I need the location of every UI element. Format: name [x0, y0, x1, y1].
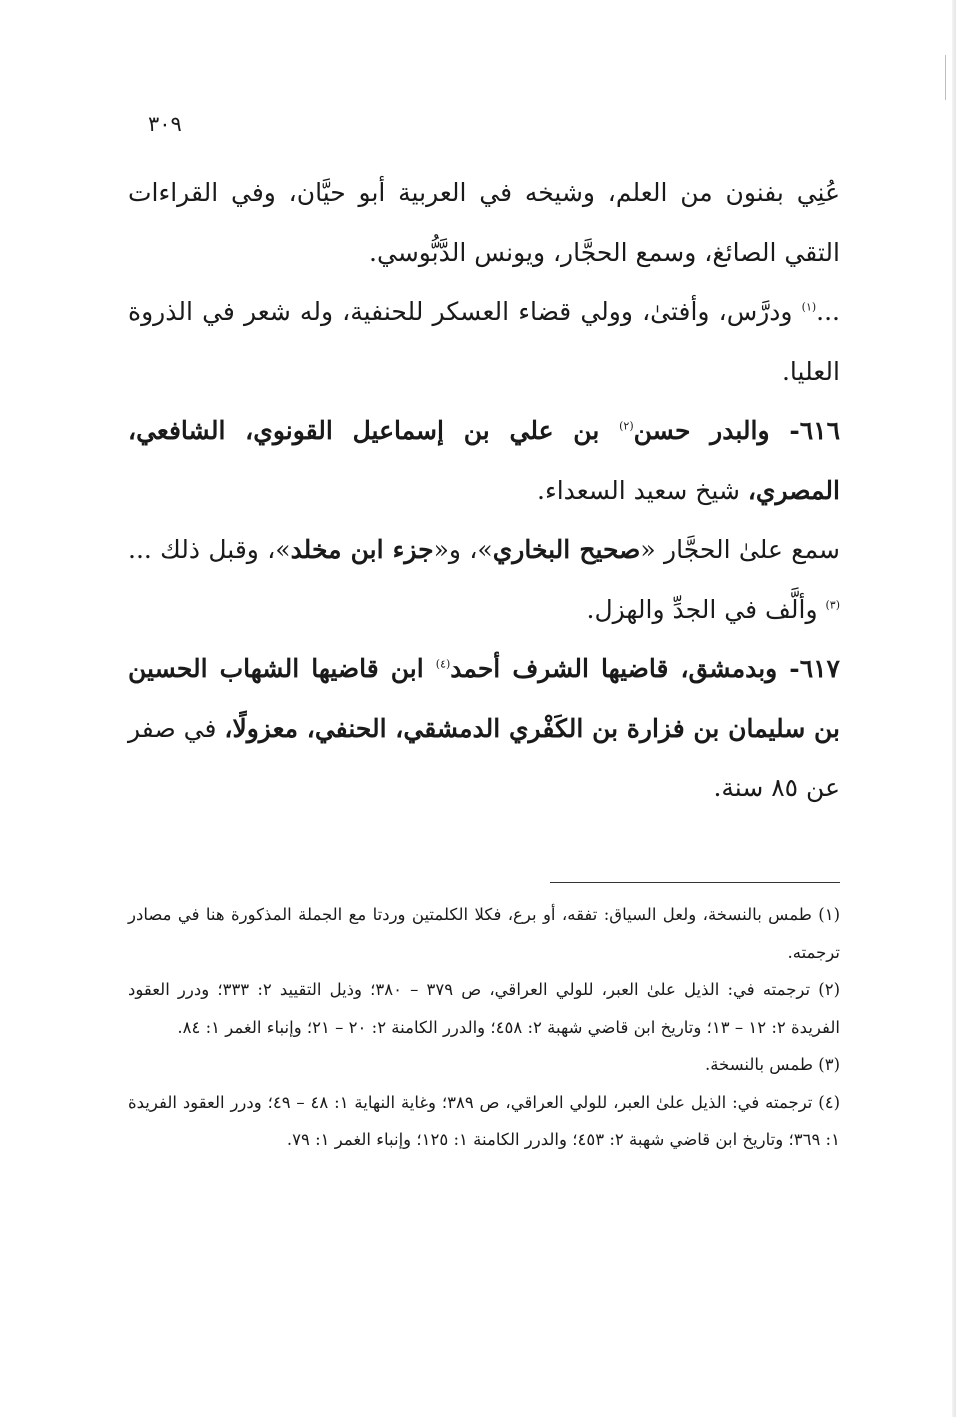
footnote-ref-3: (٣): [825, 598, 840, 612]
paragraph-teaching-ellipsis: ...: [816, 297, 840, 326]
footnote-2: (٢) ترجمته في: الذيل علىٰ العبر، للولي العراقي، ص ٣٧٩ – ٣٨٠؛ وذيل التقييد ٢: ٣٣٣؛ ودرر العقود الفريدة ٢: ١٢ – ١٣؛ وتاريخ ابن قاضي شهبة ٢: ٤٥٨؛ والدرر الكامنة ٢: ٢٠ – ٢١؛ وإنباء الغمر ١: ٨٤.: [128, 980, 840, 1037]
paragraph-teaching-text: ودرَّس، وأفتىٰ، وولي قضاء العسكر للحنفية، وله شعر في الذروة العليا.: [128, 297, 840, 386]
entry-616-study-text-1: سمع علىٰ الحجَّار «: [640, 535, 840, 564]
entry-616-name: بن علي بن إسماعيل القونوي، الشافعي، المصري،: [128, 416, 840, 505]
book-title-juz-ibn-makhlad: جزء ابن مخلد: [290, 535, 434, 564]
entry-616: [128, 401, 840, 520]
footnotes: [128, 896, 840, 1159]
entry-616-study-text-4: وألَّف في الجدِّ والهزل.: [586, 594, 826, 624]
footnote-separator: [550, 882, 840, 883]
entry-617-name: ابن قاضيها الشهاب الحسين بن سليمان بن فزارة بن الكَفْري الدمشقي، الحنفي، معزولًا،: [128, 654, 840, 743]
entry-616-study: [128, 520, 840, 639]
entry-616-heading: ٦١٦- والبدر حسن: [633, 416, 841, 445]
entry-617-heading: ٦١٧- وبدمشق، قاضيها الشرف أحمد: [450, 654, 840, 683]
page-number: ٣٠٩: [148, 112, 182, 136]
entry-616-study-text-3: »، وقبل ذلك ...: [128, 535, 291, 564]
entry-617: [128, 639, 840, 818]
paragraph-teaching: [128, 282, 840, 401]
footnote-1: (١) طمس بالنسخة، ولعل السياق: تفقه، أو برع، فكلا الكلمتين وردتا مع الجملة المذكورة هنا في مصادر ترجمته.: [128, 905, 840, 962]
entry-616-study-text-2: »، و«: [433, 535, 493, 564]
footnote-4: (٤) ترجمته في: الذيل علىٰ العبر، للولي العراقي، ص ٣٨٩؛ وغاية النهاية ١: ٤٨ – ٤٩؛ ودرر العقود الفريدة ١: ٣٦٩؛ وتاريخ ابن قاضي شهبة ٢: ٤٥٣؛ والدرر الكامنة ١: ١٢٥؛ وإنباء الغمر ١: ٧٩.: [128, 1092, 840, 1149]
entry-617-death: في صفر عن ٨٥ سنة.: [128, 713, 840, 802]
footnote-ref-4: (٤): [435, 657, 451, 671]
paragraph-intro: عُنِي بفنون من العلم، وشيخه في العربية أبو حيَّان، وفي القراءات التقي الصائغ، وسمع الحجَّار، ويونس الدَّبُّوسي.: [128, 178, 840, 267]
footnote-ref-2: (٢): [619, 419, 634, 433]
page-edge-shadow: [952, 0, 956, 1417]
footnote-3: (٣) طمس بالنسخة.: [704, 1055, 840, 1074]
entry-616-title: شيخ سعيد السعداء.: [537, 475, 748, 505]
footnote-ref-1: (١): [801, 300, 817, 314]
book-title-sahih-bukhari: صحيح البخاري: [492, 535, 641, 564]
page-edge-mark: [945, 55, 946, 100]
main-text: [128, 163, 840, 818]
